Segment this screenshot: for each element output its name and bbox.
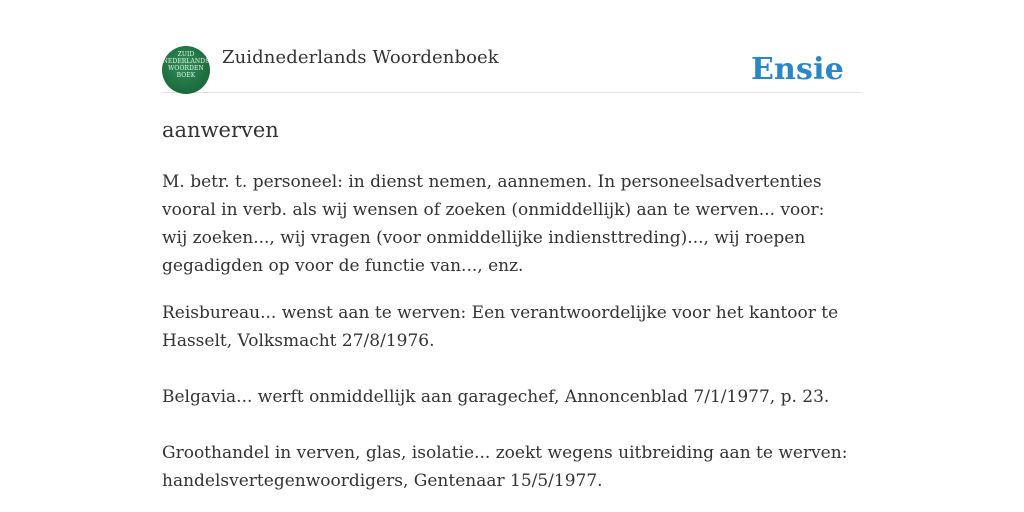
logo-text-line: WOORDEN bbox=[168, 65, 204, 72]
entry-quote: Belgavia... werft onmiddellijk aan garagechef, Annoncenblad 7/1/1977, p. 23. bbox=[162, 387, 830, 407]
entry-quote: Reisbureau... wenst aan te werven: Een verantwoordelijke voor het kantoor te Hasselt, Volksmacht 27/8/1976. bbox=[162, 303, 839, 351]
entry-definition: M. betr. t. personeel: in dienst nemen, aannemen. In personeelsadvertenties vooral in verb. als wij wensen of zoeken (onmiddellijk) aan te werven... voor: wij zoeken..., wij vragen (voor onmiddellijke indiensttreding)..., wij roepen gegadigden op voor de functie van..., enz. bbox=[162, 172, 825, 276]
entry-headword: aanwerven bbox=[162, 118, 279, 142]
dictionary-logo[interactable] bbox=[162, 46, 210, 94]
ensie-brand-logo[interactable]: Ensie bbox=[750, 52, 844, 87]
entry-quote: Groothandel in verven, glas, isolatie... zoekt wegens uitbreiding aan te werven: handelsvertegenwoordigers, Gentenaar 15/5/1977. bbox=[162, 443, 848, 491]
entry-body bbox=[162, 168, 852, 512]
logo-text-line: ZUID bbox=[177, 51, 195, 58]
site-header bbox=[162, 44, 862, 93]
logo-text-line: NEDERLANDS bbox=[162, 58, 210, 65]
logo-text-line: BOEK bbox=[176, 72, 196, 79]
dictionary-title[interactable]: Zuidnederlands Woordenboek bbox=[222, 47, 499, 68]
